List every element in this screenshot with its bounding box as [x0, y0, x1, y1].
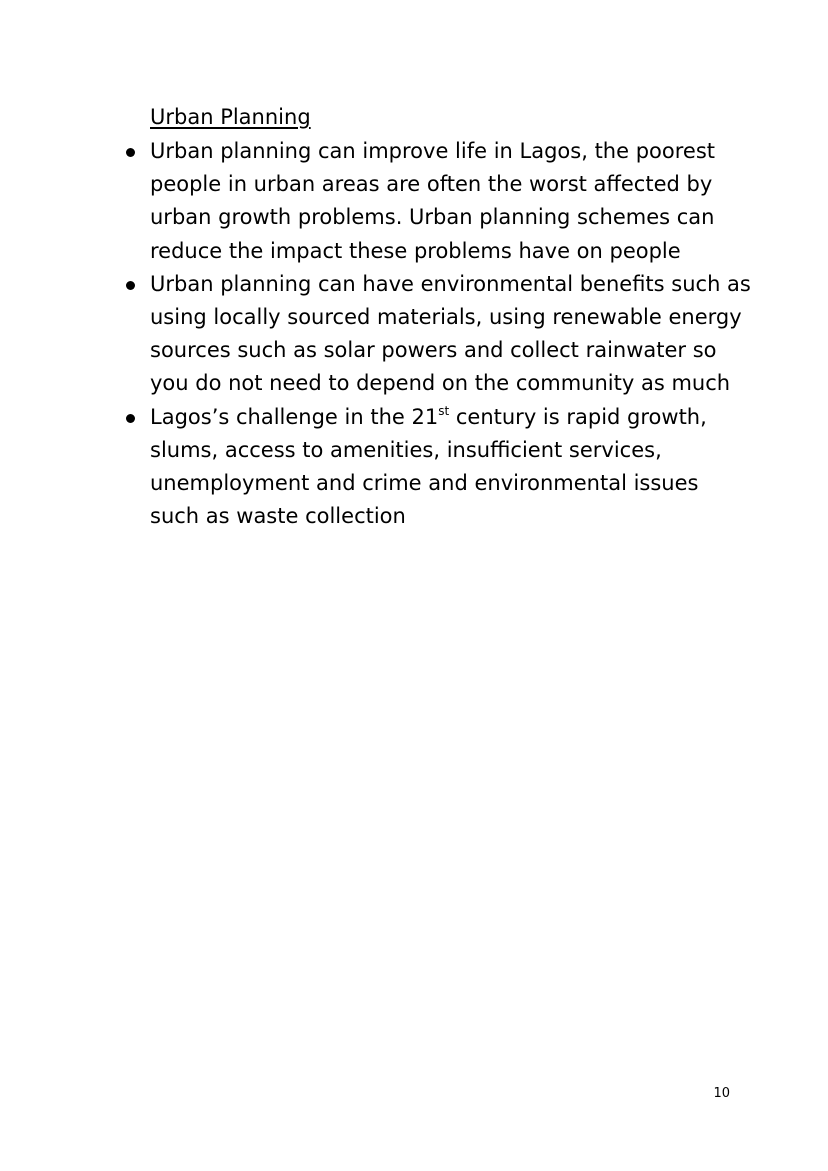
text-line: people in urban areas are often the worst affected by — [150, 172, 713, 197]
text-line: sources such as solar powers and collect rainwater so — [150, 338, 717, 363]
bullet-icon — [126, 414, 135, 423]
list-item — [150, 401, 750, 534]
text-line — [150, 401, 750, 434]
text-line: unemployment and crime and environmental issues — [150, 471, 699, 496]
page-number: 10 — [713, 1086, 730, 1101]
list-item — [150, 268, 750, 401]
section-heading: Urban Planning — [150, 105, 311, 129]
bullet-list — [150, 135, 750, 533]
text-line: you do not need to depend on the community as much — [150, 371, 731, 396]
text-fragment: century is rapid growth, — [449, 404, 707, 429]
list-item-text — [150, 401, 750, 534]
text-line: Urban planning can have environmental benefits such as — [150, 271, 751, 296]
text-line: using locally sourced materials, using renewable energy — [150, 305, 742, 330]
ordinal-suffix: st — [438, 403, 450, 418]
list-item — [150, 135, 750, 268]
list-item-text — [150, 268, 750, 401]
bullet-icon — [126, 148, 135, 157]
list-item-text — [150, 135, 750, 268]
bullet-icon — [126, 281, 135, 290]
text-fragment: Lagos’s challenge in the 21 — [150, 404, 439, 429]
text-line: slums, access to amenities, insufficient services, — [150, 437, 662, 462]
text-line: reduce the impact these problems have on people — [150, 238, 681, 263]
text-line: Urban planning can improve life in Lagos, the poorest — [150, 139, 716, 163]
text-line: such as waste collection — [150, 504, 406, 529]
text-line: urban growth problems. Urban planning schemes can — [150, 205, 715, 230]
